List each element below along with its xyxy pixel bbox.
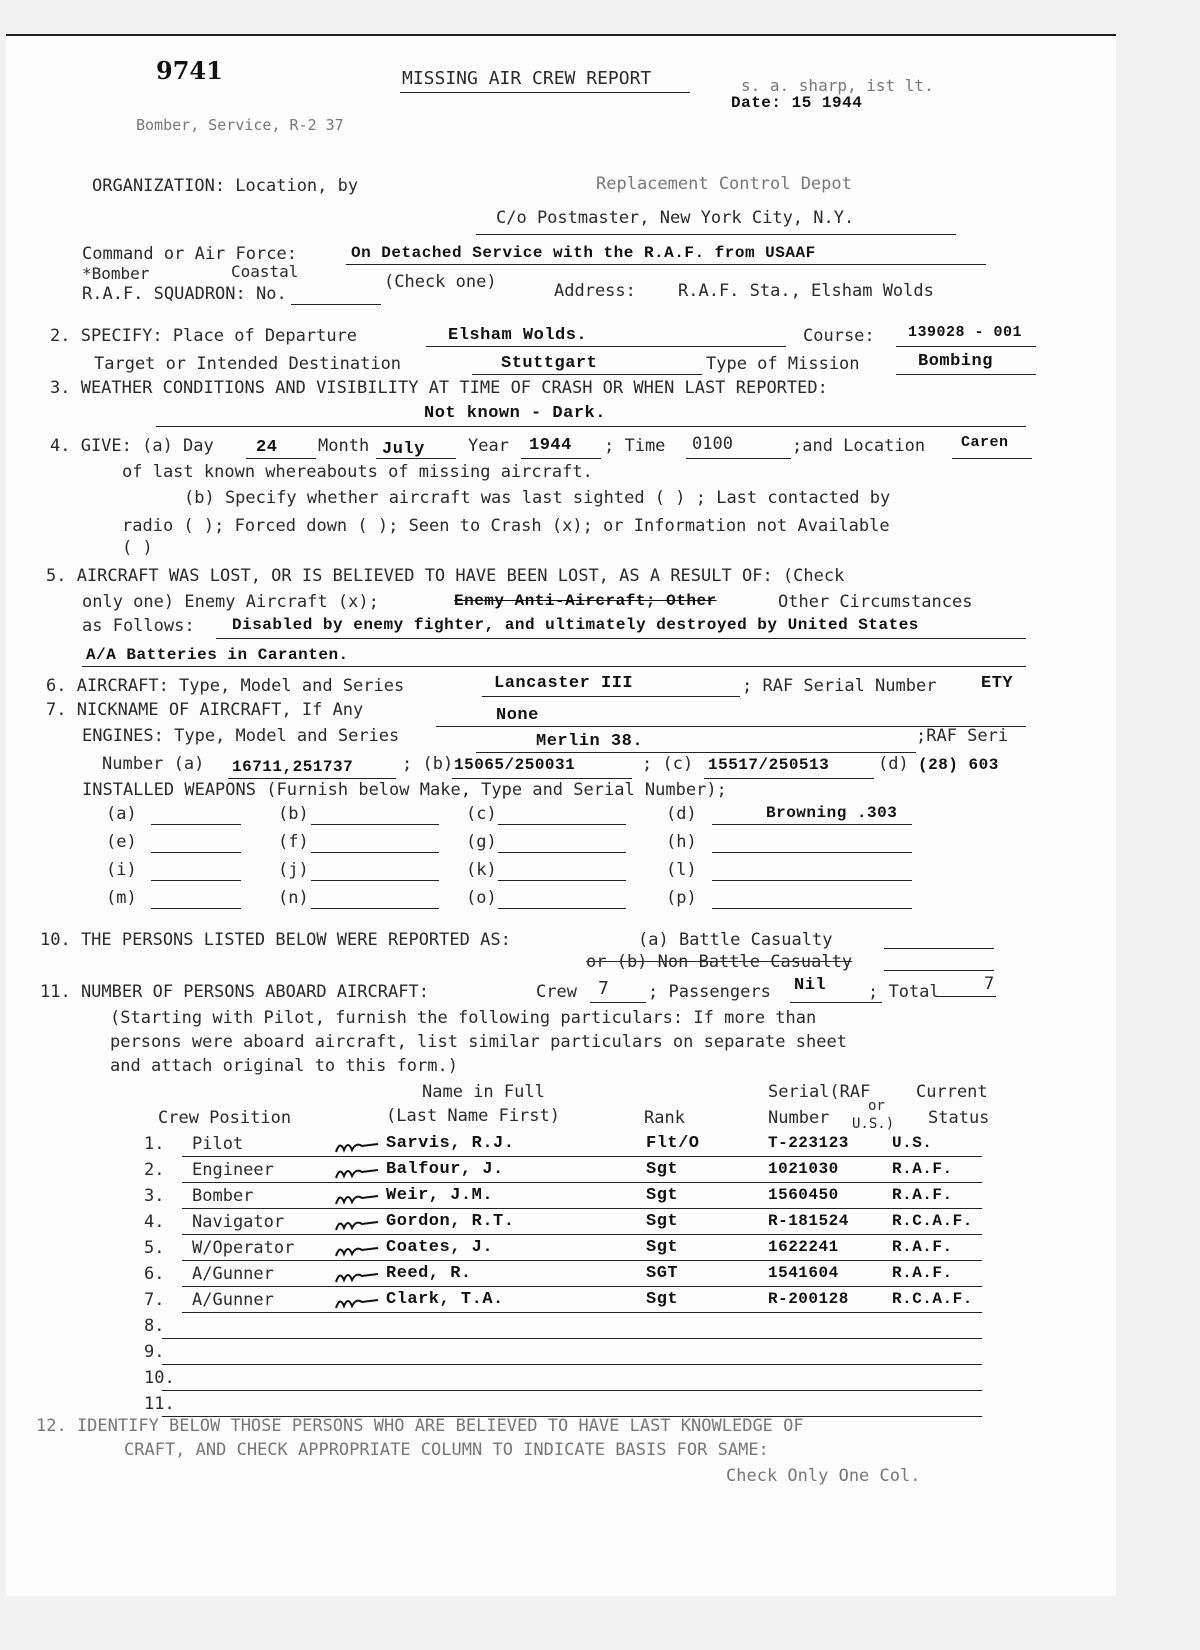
check-mark-icon: [334, 1266, 382, 1286]
total-underline: [936, 996, 996, 997]
battle-casualty: (a) Battle Casualty: [638, 930, 833, 950]
raf-serial-short: ;RAF Seri: [916, 726, 1009, 746]
weapon-slot-line: [712, 908, 912, 909]
crew-position: Engineer: [192, 1160, 274, 1180]
location-underline: [952, 458, 1032, 459]
crew-rank: Sgt: [646, 1160, 679, 1179]
org-value: Replacement Control Depot: [596, 174, 852, 194]
day-underline: [246, 458, 316, 459]
weapon-slot-line: [712, 824, 912, 825]
year-label: Year: [468, 436, 509, 456]
weapon-slot-label: (k): [466, 860, 497, 880]
header-name-in-full: Name in Full: [422, 1082, 545, 1102]
check-mark-icon: [334, 1162, 382, 1182]
mission-value: Bombing: [918, 352, 993, 371]
month-value: July: [382, 440, 425, 459]
month-label: Month: [318, 436, 370, 456]
raf-serial-label: ; RAF Serial Number: [742, 676, 937, 696]
weapon-slot-label: (p): [666, 888, 697, 908]
squadron-label: R.A.F. SQUADRON: No.: [82, 284, 287, 304]
crew-name: Gordon, R.T.: [386, 1212, 515, 1231]
engine-b: 15065/250031: [454, 756, 576, 774]
crew-underline: [590, 1002, 646, 1003]
engines-label: ENGINES: Type, Model and Series: [82, 726, 400, 746]
as-follows-label: as Follows:: [82, 616, 195, 636]
struck-option: Enemy Anti-Aircraft; Other: [454, 592, 717, 610]
circumstances-value-1: Disabled by enemy fighter, and ultimately destroyed by United States: [232, 616, 919, 634]
weapon-slot-line: [712, 852, 912, 853]
check-mark-icon: [334, 1136, 382, 1156]
time-underline: [686, 458, 791, 459]
crew-serial: T-223123: [768, 1134, 849, 1152]
crash-line: radio ( ); Forced down ( ); Seen to Crash (x); or Information not Available: [122, 516, 890, 536]
coastal-option: Coastal: [231, 262, 299, 281]
weapon-slot-label: (i): [106, 860, 137, 880]
crew-status: U.S.: [892, 1134, 933, 1152]
crew-status: R.C.A.F.: [892, 1212, 973, 1230]
weapon-d-value: Browning .303: [766, 804, 898, 822]
crew-position: W/Operator: [192, 1238, 295, 1258]
weapon-slot-label: (h): [666, 832, 697, 852]
total-label: ; Total: [868, 982, 940, 1002]
crew-row-number: 8.: [144, 1316, 165, 1336]
ref-line: s. a. sharp, ist lt.: [741, 76, 934, 95]
crew-row-number: 11.: [144, 1394, 175, 1414]
weapon-slot-label: (n): [278, 888, 309, 908]
crew-row-number: 7.: [144, 1290, 165, 1310]
weather-label: 3. WEATHER CONDITIONS AND VISIBILITY AT TIME OF CRASH OR WHEN LAST REPORTED:: [50, 378, 828, 398]
course-label: Course:: [803, 326, 875, 346]
weapon-slot-line: [311, 908, 439, 909]
reported-as-label: 10. THE PERSONS LISTED BELOW WERE REPORTED AS:: [40, 930, 511, 950]
crew-position: A/Gunner: [192, 1290, 274, 1310]
weapon-slot-line: [498, 908, 626, 909]
weapon-slot-label: (e): [106, 832, 137, 852]
weapon-slot-label: (f): [278, 832, 309, 852]
aircraft-underline: [482, 696, 740, 697]
crew-serial: R-200128: [768, 1290, 849, 1308]
year-underline: [521, 458, 601, 459]
unavailable-box: ( ): [122, 538, 153, 558]
crew-row-number: 2.: [144, 1160, 165, 1180]
weapon-slot-line: [311, 852, 439, 853]
weapon-slot-label: (d): [666, 804, 697, 824]
identify-line-1: 12. IDENTIFY BELOW THOSE PERSONS WHO ARE BELIEVED TO HAVE LAST KNOWLEDGE OF: [36, 1416, 804, 1436]
crew-serial: 1560450: [768, 1186, 839, 1204]
check-mark-icon: [334, 1188, 382, 1208]
crew-rank: Sgt: [646, 1290, 679, 1309]
instructions-line-1: (Starting with Pilot, furnish the following particulars: If more than: [110, 1008, 817, 1028]
command-underline: [346, 264, 986, 265]
course-value: 139028 - 001: [908, 324, 1023, 341]
time-value: 0100: [692, 434, 733, 454]
weapon-slot-label: (m): [106, 888, 137, 908]
crew-status: R.A.F.: [892, 1238, 953, 1256]
weapon-slot-label: (a): [106, 804, 137, 824]
engine-d: (28) 603: [918, 756, 999, 774]
header-serial: Serial(RAF: [768, 1082, 871, 1102]
departure-label: 2. SPECIFY: Place of Departure: [50, 326, 358, 346]
check-mark-icon: [334, 1240, 382, 1260]
crew-label: Crew: [536, 982, 577, 1002]
engine-c-underline: [704, 778, 874, 779]
crew-rank: Sgt: [646, 1238, 679, 1257]
check-mark-icon: [334, 1292, 382, 1312]
crew-row-number: 6.: [144, 1264, 165, 1284]
crew-position: Navigator: [192, 1212, 285, 1232]
year-value: 1944: [529, 436, 572, 455]
weapon-slot-line: [311, 880, 439, 881]
crew-row-line: [182, 1312, 982, 1313]
mission-underline: [896, 374, 1036, 375]
bomber-option: *Bomber: [82, 264, 150, 283]
check-one-note: (Check one): [384, 272, 497, 292]
weapon-slot-line: [151, 824, 241, 825]
crew-name: Reed, R.: [386, 1264, 472, 1283]
crew-name: Sarvis, R.J.: [386, 1134, 515, 1153]
crew-rank: SGT: [646, 1264, 679, 1283]
squadron-underline: [291, 304, 381, 305]
persons-aboard-label: 11. NUMBER OF PERSONS ABOARD AIRCRAFT:: [40, 982, 429, 1002]
circumstances-underline-2: [82, 666, 1026, 667]
weapon-slot-line: [498, 852, 626, 853]
weapon-slot-line: [151, 852, 241, 853]
identify-line-3: Check Only One Col.: [726, 1466, 921, 1486]
crew-row-line: [182, 1182, 982, 1183]
command-label: Command or Air Force:: [82, 244, 297, 264]
engine-a-underline: [228, 778, 396, 779]
header-last-name-first: (Last Name First): [386, 1106, 560, 1126]
crew-serial: R-181524: [768, 1212, 849, 1230]
header-us: U.S.): [852, 1116, 895, 1132]
engine-c: 15517/250513: [708, 756, 830, 774]
passengers-underline: [790, 1002, 882, 1003]
crew-status: R.A.F.: [892, 1186, 953, 1204]
header-current: Current: [916, 1082, 988, 1102]
crew-row-line: [162, 1338, 982, 1339]
departure-value: Elsham Wolds.: [448, 326, 588, 345]
header-number: Number: [768, 1108, 830, 1128]
engine-b-label: ; (b): [402, 754, 454, 774]
target-label: Target or Intended Destination: [94, 354, 402, 374]
passengers-label: ; Passengers: [648, 982, 771, 1002]
header-crew-position: Crew Position: [158, 1108, 292, 1128]
date-stamp: Date: 15 1944: [731, 94, 863, 112]
crew-row-number: 10.: [144, 1368, 175, 1388]
postmaster-address: C/o Postmaster, New York City, N.Y.: [496, 208, 855, 228]
give-label: 4. GIVE: (a) Day: [50, 436, 214, 456]
weapon-slot-label: (o): [466, 888, 497, 908]
crew-name: Balfour, J.: [386, 1160, 504, 1179]
document-page: [6, 34, 1116, 1596]
engines-value: Merlin 38.: [536, 732, 644, 751]
nickname-label: 7. NICKNAME OF AIRCRAFT, If Any: [46, 700, 364, 720]
other-circumstances: Other Circumstances: [778, 592, 973, 612]
weapon-slot-label: (g): [466, 832, 497, 852]
header-status: Status: [928, 1108, 990, 1128]
crew-position: A/Gunner: [192, 1264, 274, 1284]
non-battle-casualty: or (b) Non Battle Casualty: [586, 952, 853, 972]
org-label: ORGANIZATION: Location, by: [92, 176, 359, 196]
departure-underline: [426, 346, 786, 347]
crew-name: Clark, T.A.: [386, 1290, 504, 1309]
crew-name: Weir, J.M.: [386, 1186, 494, 1205]
weapon-slot-line: [151, 880, 241, 881]
weapon-slot-line: [498, 824, 626, 825]
total-count: 7: [984, 974, 995, 994]
engine-d-label: (d): [878, 754, 909, 774]
aircraft-type: Lancaster III: [494, 674, 634, 693]
enemy-aircraft-line: only one) Enemy Aircraft (x);: [82, 592, 379, 612]
crew-row-line: [162, 1390, 982, 1391]
aircraft-label: 6. AIRCRAFT: Type, Model and Series: [46, 676, 405, 696]
weapons-label: INSTALLED WEAPONS (Furnish below Make, Type and Serial Number);: [82, 780, 727, 800]
document-number: 9741: [156, 56, 223, 85]
nonbattle-underline: [884, 970, 994, 971]
crew-row-number: 3.: [144, 1186, 165, 1206]
crew-status: R.A.F.: [892, 1264, 953, 1282]
weapon-slot-line: [498, 880, 626, 881]
crew-status: R.C.A.F.: [892, 1290, 973, 1308]
report-title: MISSING AIR CREW REPORT: [402, 68, 652, 89]
engines-underline: [476, 752, 916, 753]
instructions-line-2: persons were aboard aircraft, list similar particulars on separate sheet: [110, 1032, 847, 1052]
check-mark-icon: [334, 1214, 382, 1234]
crew-count: 7: [598, 978, 609, 999]
course-underline: [896, 346, 1036, 347]
time-label: ; Time: [604, 436, 666, 456]
header-or: or: [868, 1098, 885, 1114]
crew-row-number: 9.: [144, 1342, 165, 1362]
battle-underline: [884, 948, 994, 949]
crew-row-number: 4.: [144, 1212, 165, 1232]
crew-position: Pilot: [192, 1134, 244, 1154]
crew-row-number: 5.: [144, 1238, 165, 1258]
engine-number-label: Number (a): [102, 754, 205, 774]
crew-rank: Sgt: [646, 1212, 679, 1231]
crew-name: Coates, J.: [386, 1238, 494, 1257]
crew-serial: 1622241: [768, 1238, 839, 1256]
title-underline: [400, 92, 690, 93]
engine-c-label: ; (c): [642, 754, 694, 774]
sighting-line: (b) Specify whether aircraft was last sighted ( ) ; Last contacted by: [184, 488, 891, 508]
crew-position: Bomber: [192, 1186, 254, 1206]
circumstances-value-2: A/A Batteries in Caranten.: [86, 646, 349, 664]
day-value: 24: [256, 438, 278, 457]
crew-row-line: [182, 1208, 982, 1209]
crew-rank: Flt/O: [646, 1134, 700, 1153]
weapon-slot-label: (b): [278, 804, 309, 824]
weapon-slot-line: [311, 824, 439, 825]
identify-line-2: CRAFT, AND CHECK APPROPRIATE COLUMN TO INDICATE BASIS FOR SAME:: [124, 1440, 769, 1460]
crew-serial: 1541604: [768, 1264, 839, 1282]
nickname-value: None: [496, 706, 539, 725]
location-label: ;and Location: [792, 436, 926, 456]
weapon-slot-label: (j): [278, 860, 309, 880]
weapon-slot-label: (c): [466, 804, 497, 824]
crew-serial: 1021030: [768, 1160, 839, 1178]
engine-a: 16711,251737: [232, 758, 354, 776]
crew-row-line: [162, 1364, 982, 1365]
weapon-slot-label: (l): [666, 860, 697, 880]
mission-label: Type of Mission: [706, 354, 860, 374]
org-underline: [476, 234, 956, 235]
crew-rank: Sgt: [646, 1186, 679, 1205]
lost-label: 5. AIRCRAFT WAS LOST, OR IS BELIEVED TO HAVE BEEN LOST, AS A RESULT OF: (Check: [46, 566, 845, 586]
circumstances-underline-1: [216, 638, 1026, 639]
crew-row-number: 1.: [144, 1134, 165, 1154]
passengers-count: Nil: [794, 976, 827, 995]
target-underline: [472, 374, 702, 375]
crew-row-line: [182, 1156, 982, 1157]
crew-status: R.A.F.: [892, 1160, 953, 1178]
month-underline: [376, 458, 456, 459]
target-value: Stuttgart: [501, 354, 598, 373]
command-value: On Detached Service with the R.A.F. from USAAF: [351, 244, 816, 262]
weather-underline: [156, 426, 1026, 427]
weather-value: Not known - Dark.: [424, 404, 606, 423]
instructions-line-3: and attach original to this form.): [110, 1056, 458, 1076]
sub-reference: Bomber, Service, R-2 37: [136, 116, 344, 134]
whereabouts-line: of last known whereabouts of missing aircraft.: [122, 462, 593, 482]
header-rank: Rank: [644, 1108, 685, 1128]
weapon-slot-line: [712, 880, 912, 881]
engine-b-underline: [452, 778, 632, 779]
location-value: Caren: [961, 434, 1009, 451]
address-value: R.A.F. Sta., Elsham Wolds: [678, 281, 934, 301]
crew-row-line: [182, 1286, 982, 1287]
address-label: Address:: [554, 281, 636, 301]
crew-row-line: [162, 1416, 982, 1417]
crew-row-line: [182, 1234, 982, 1235]
raf-serial-value: ETY: [981, 674, 1014, 693]
crew-row-line: [182, 1260, 982, 1261]
weapon-slot-line: [151, 908, 241, 909]
